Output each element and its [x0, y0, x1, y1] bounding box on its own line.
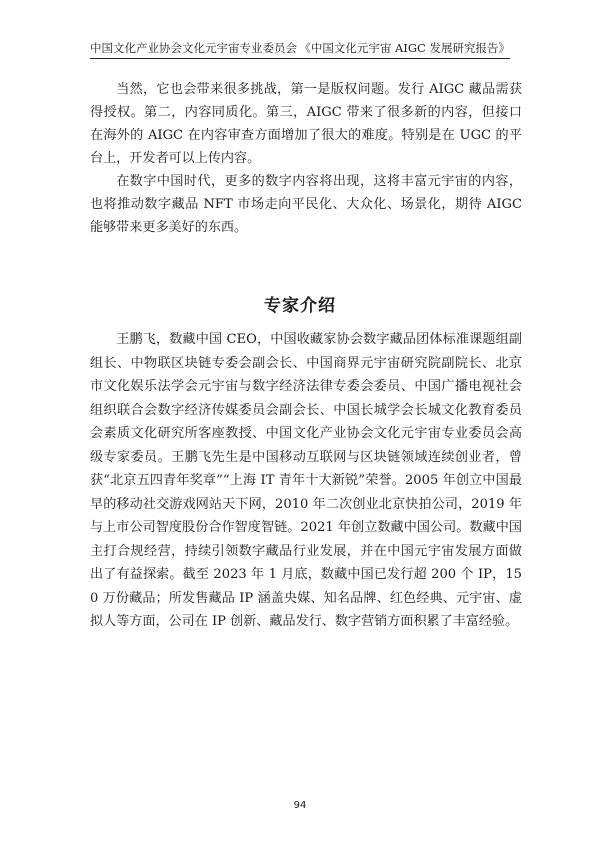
expert-bio-block	[90, 328, 522, 634]
header-left-text: 中国文化产业协会文化元宇宙专业委员会	[90, 41, 297, 55]
paragraph-challenges: 当然，它也会带来很多挑战，第一是版权问题。发行 AIGC 藏品需获得授权。第二，内容同质化。第三，AIGC 带来了很多新的内容，但接口在海外的 AIGC 在内容审查方面增加了很大的难度。特别是在 UGC 的平台上，开发者可以上传内容。	[90, 82, 522, 166]
intro-text-block	[90, 78, 522, 239]
section-title: 专家介绍	[264, 296, 336, 316]
paragraph-digital-china: 在数字中国时代，更多的数字内容将出现，这将丰富元宇宙的内容，也将推动数字藏品 NFT 市场走向平民化、大众化、场景化，期待 AIGC 能够带来更多美好的东西。	[90, 174, 522, 235]
header-right-text: 《中国文化元宇宙 AIGC 发展研究报告》	[299, 41, 510, 55]
paragraph-expert-bio: 王鹏飞，数藏中国 CEO，中国收藏家协会数字藏品团体标准课题组副组长、中物联区块链专委会副会长、中国商界元宇宙研究院副院长、北京市文化娱乐法学会元宇宙与数字经济法律专委会委员、中国广播电视社会组织联合会数字经济传媒委员会副会长、中国长城学会长城文化教育委员会素质文化研究所客座教授、中国文化产业协会文化元宇宙专业委员会高级专家委员。王鹏飞先生是中国移动互联网与区块链领域连续创业者，曾获“北京五四青年奖章”“上海 IT 青年十大新锐”荣誉。2005 年创立中国最早的移动社交游戏网站天下网，2010 年二次创业北京快拍公司，2019 年与上市公司智度股份合作智度智链。2021 年创立数藏中国公司。数藏中国主打合规经营，持续引领数字藏品行业发展，并在中国元宇宙发展方面做出了有益探索。截至 2023 年 1 月底，数藏中国已发行超 200 个 IP，150 万份藏品；所发售藏品 IP 涵盖央媒、知名品牌、红色经典、元宇宙、虚拟人等方面，公司在 IP 创新、藏品发行、数字营销方面积累了丰富经验。	[90, 332, 522, 629]
page-number: 94	[293, 800, 307, 811]
running-header	[90, 40, 510, 59]
